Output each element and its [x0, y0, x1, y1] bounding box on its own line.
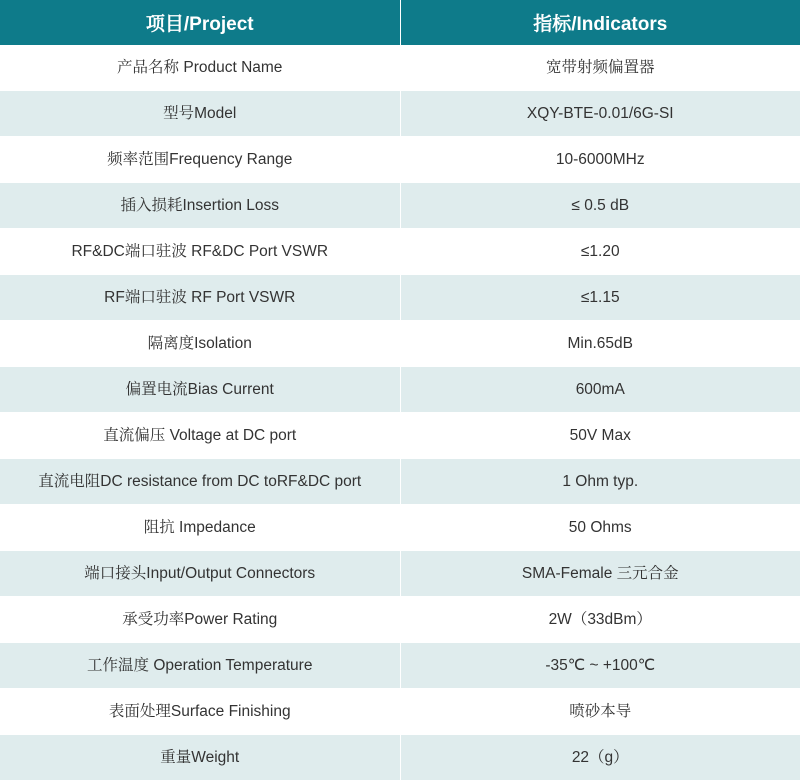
- table-row: [0, 91, 800, 137]
- cell-indicator: ≤ 0.5 dB: [400, 183, 800, 229]
- table-row: [0, 413, 800, 459]
- cell-project: 插入损耗Insertion Loss: [0, 183, 400, 229]
- table-row: [0, 367, 800, 413]
- cell-project: 承受功率Power Rating: [0, 597, 400, 643]
- cell-indicator: -35℃ ~ +100℃: [400, 643, 800, 689]
- cell-project: RF端口驻波 RF Port VSWR: [0, 275, 400, 321]
- cell-indicator: 10-6000MHz: [400, 137, 800, 183]
- cell-indicator: SMA-Female 三元合金: [400, 551, 800, 597]
- cell-indicator: Min.65dB: [400, 321, 800, 367]
- column-header-indicator: 指标/Indicators: [400, 0, 800, 45]
- cell-indicator: 2W（33dBm）: [400, 597, 800, 643]
- table-row: [0, 45, 800, 91]
- cell-project: 直流偏压 Voltage at DC port: [0, 413, 400, 459]
- cell-indicator: 1 Ohm typ.: [400, 459, 800, 505]
- table-row: [0, 735, 800, 781]
- cell-indicator: ≤1.20: [400, 229, 800, 275]
- cell-project: 直流电阻DC resistance from DC toRF&DC port: [0, 459, 400, 505]
- table-header: [0, 0, 800, 45]
- cell-project: 偏置电流Bias Current: [0, 367, 400, 413]
- cell-project: 重量Weight: [0, 735, 400, 781]
- cell-project: 频率范围Frequency Range: [0, 137, 400, 183]
- table-row: [0, 551, 800, 597]
- cell-project: 型号Model: [0, 91, 400, 137]
- header-row: [0, 0, 800, 45]
- table-row: [0, 229, 800, 275]
- cell-project: 工作温度 Operation Temperature: [0, 643, 400, 689]
- table-row: [0, 505, 800, 551]
- cell-project: 隔离度Isolation: [0, 321, 400, 367]
- cell-indicator: 50V Max: [400, 413, 800, 459]
- table-row: [0, 183, 800, 229]
- cell-project: 产品名称 Product Name: [0, 45, 400, 91]
- column-header-project: 项目/Project: [0, 0, 400, 45]
- table-row: [0, 137, 800, 183]
- cell-indicator: ≤1.15: [400, 275, 800, 321]
- cell-indicator: 22（g）: [400, 735, 800, 781]
- cell-project: RF&DC端口驻波 RF&DC Port VSWR: [0, 229, 400, 275]
- cell-indicator: XQY-BTE-0.01/6G-SI: [400, 91, 800, 137]
- cell-project: 表面处理Surface Finishing: [0, 689, 400, 735]
- table-row: [0, 275, 800, 321]
- table-row: [0, 321, 800, 367]
- table-row: [0, 689, 800, 735]
- table-row: [0, 459, 800, 505]
- cell-indicator: 50 Ohms: [400, 505, 800, 551]
- cell-indicator: 喷砂本导: [400, 689, 800, 735]
- cell-indicator: 600mA: [400, 367, 800, 413]
- cell-indicator: 宽带射频偏置器: [400, 45, 800, 91]
- cell-project: 端口接头Input/Output Connectors: [0, 551, 400, 597]
- table-row: [0, 643, 800, 689]
- table-body: [0, 45, 800, 781]
- cell-project: 阻抗 Impedance: [0, 505, 400, 551]
- table-row: [0, 597, 800, 643]
